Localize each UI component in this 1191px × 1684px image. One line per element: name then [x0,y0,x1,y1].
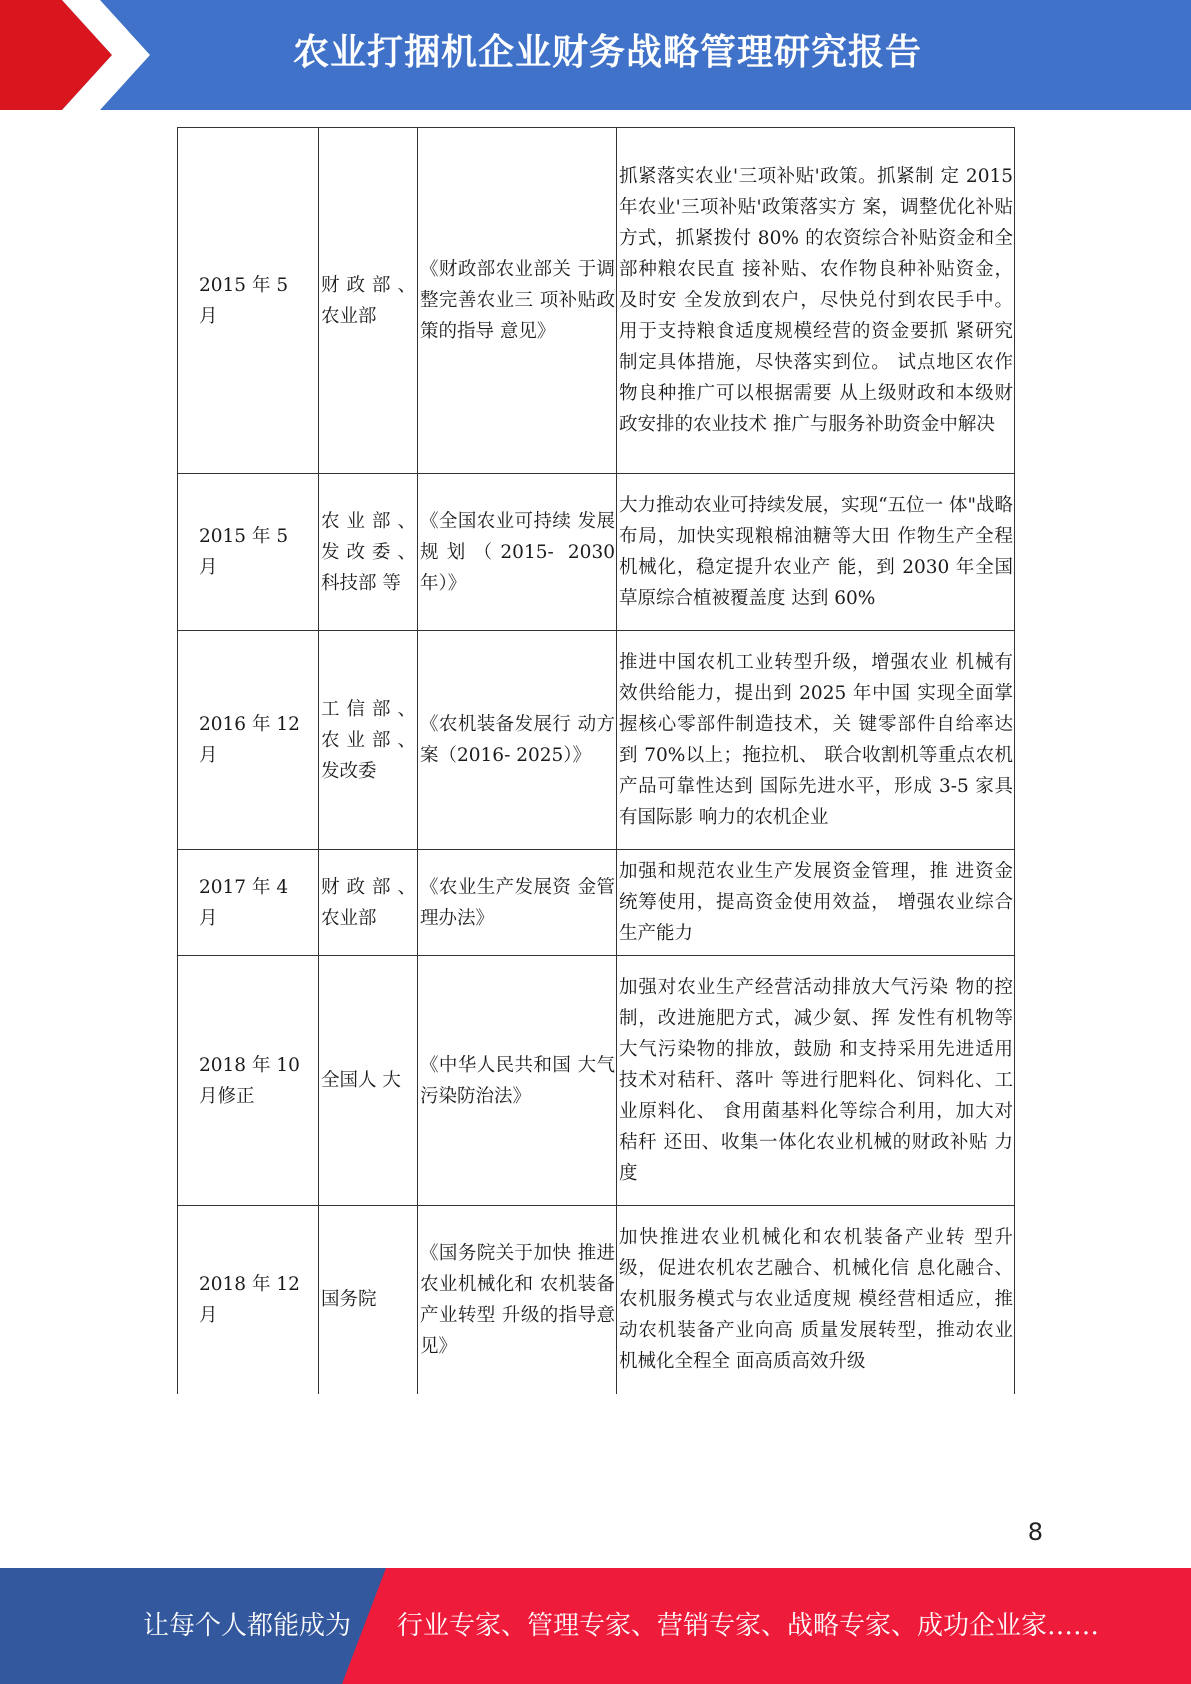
report-title: 农业打捆机企业财务战略管理研究报告 [292,32,922,73]
policy-agency: 农 业 部 、 发 改 委 、 科技部 等 [319,474,418,631]
policy-agency: 财 政 部 、 农业部 [319,850,418,956]
policy-table-container [177,127,1014,1394]
policy-agency: 工 信 部 、 农 业 部 、 发改委 [319,631,418,850]
policy-document: 《国务院关于加快 推进农业机械化和 农机装备产业转型 升级的指导意见》 [418,1206,617,1394]
slogan-footer [0,1568,1191,1684]
policy-agency: 全国人 大 [319,956,418,1206]
policy-content: 推进中国农机工业转型升级，增强农业 机械有效供给能力，提出到 2025 年中国 实现全面掌握核心零部件制造技术，关 键零部件自给率达到 70%以上；拖拉机、 联合收割机等重点农机产品可靠性达到 国际先进水平，形成 3-5 家具有国际影 响力的农机企业 [617,631,1015,850]
policy-date: 2015 年 5 月 [178,128,319,474]
policy-agency: 财 政 部 、 农业部 [319,128,418,474]
policy-date: 2015 年 5 月 [178,474,319,631]
policy-content: 加快推进农业机械化和农机装备产业转 型升级，促进农机农艺融合、机械化信 息化融合、农机服务模式与农业适度规 模经营相适应，推动农机装备产业向高 质量发展转型，推动农业机械化全程全 面高质高效升级 [617,1206,1015,1394]
footer-slogan-roles: 行业专家、管理专家、营销专家、战略专家、成功企业家…… [397,1611,1100,1641]
policy-table [177,127,1015,1394]
footer-slogan-lead: 让每个人都能成为 [143,1611,352,1641]
table-row [178,1206,1015,1394]
page-number: 8 [1027,1518,1043,1546]
policy-document: 《农业生产发展资 金管理办法》 [418,850,617,956]
report-header [0,0,1191,110]
policy-date: 2016 年 12 月 [178,631,319,850]
policy-document: 《中华人民共和国 大气污染防治法》 [418,956,617,1206]
policy-date: 2018 年 10 月修正 [178,956,319,1206]
table-row [178,631,1015,850]
policy-date: 2018 年 12 月 [178,1206,319,1394]
table-row [178,850,1015,956]
policy-document: 《农机装备发展行 动方案（2016- 2025）》 [418,631,617,850]
policy-content: 加强和规范农业生产发展资金管理，推 进资金统筹使用，提高资金使用效益， 增强农业综合生产能力 [617,850,1015,956]
policy-agency: 国务院 [319,1206,418,1394]
policy-date: 2017 年 4 月 [178,850,319,956]
policy-content: 大力推动农业可持续发展，实现“五位一 体"战略布局，加快实现粮棉油糖等大田 作物生产全程机械化，稳定提升农业产 能，到 2030 年全国草原综合植被覆盖度 达到 60% [617,474,1015,631]
policy-document: 《全国农业可持续 发展规划（2015- 2030 年）》 [418,474,617,631]
table-row [178,474,1015,631]
policy-document: 《财政部农业部关 于调整完善农业三 项补贴政策的指导 意见》 [418,128,617,474]
table-row [178,956,1015,1206]
table-row [178,128,1015,474]
policy-content: 抓紧落实农业'三项补贴'政策。抓紧制 定 2015 年农业'三项补贴'政策落实方 案，调整优化补贴方式，抓紧拨付 80% 的农资综合补贴资金和全部种粮农民直 接补贴、农作物良种补贴资金，及时安 全发放到农户，尽快兑付到农民手中。 用于支持粮食适度规模经营的资金要抓 紧研究制定具体措施，尽快落实到位。 试点地区农作物良种推广可以根据需要 从上级财政和本级财政安排的农业技术 推广与服务补助资金中解决 [617,128,1015,474]
policy-content: 加强对农业生产经营活动排放大气污染 物的控制，改进施肥方式，减少氨、挥 发性有机物等大气污染物的排放，鼓励 和支持采用先进适用技术对秸秆、落叶 等进行肥料化、饲料化、工业原料化、 食用菌基料化等综合利用，加大对秸秆 还田、收集一体化农业机械的财政补贴 力度 [617,956,1015,1206]
